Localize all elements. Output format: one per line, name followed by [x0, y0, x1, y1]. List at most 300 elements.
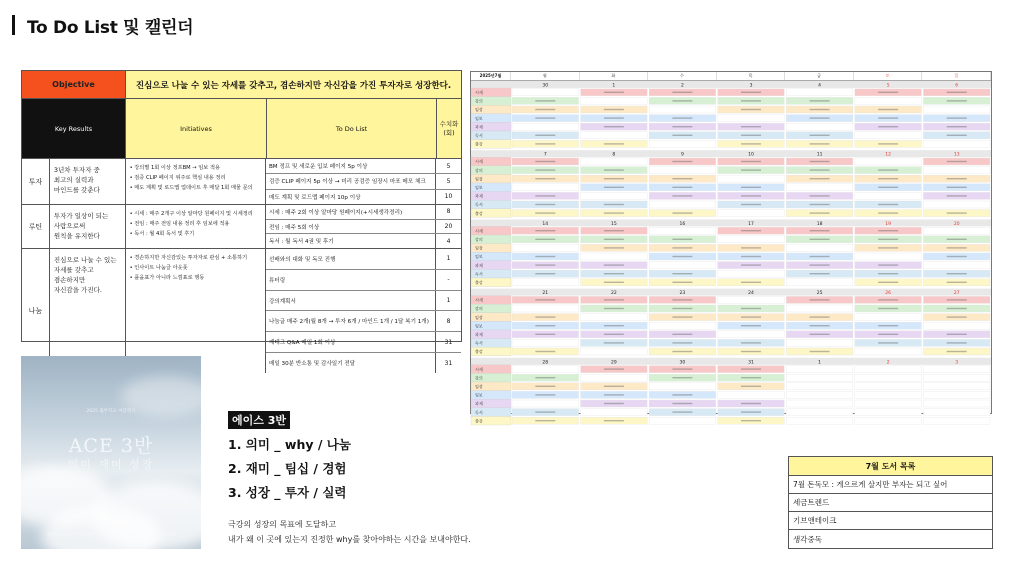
calendar-cell	[718, 115, 785, 122]
todo-count: 5	[446, 177, 451, 185]
book-item: 세금트렌드	[789, 494, 992, 512]
calendar-cell	[512, 279, 579, 286]
okr-section	[22, 205, 461, 249]
calendar-cell-entry	[741, 187, 761, 188]
calendar-cell-entry	[741, 204, 761, 205]
calendar-cell	[786, 400, 853, 407]
calendar-cell-entry	[672, 239, 692, 240]
todo-row	[266, 270, 461, 291]
calendar-cell	[581, 132, 648, 139]
objective-text: 진심으로 나눌 수 있는 자세를 갖추고, 겸손하지만 자신감을 가진 투자자로 성장한다.	[126, 71, 461, 98]
calendar-cell-entry	[741, 420, 761, 421]
calendar-row-label: 출강	[475, 141, 483, 147]
cover-subtitle: 의미 재미 성장	[67, 458, 155, 471]
ace-desc-line: 극강의 성장의 목표에 도달하고	[228, 520, 337, 529]
calendar-cell-entry	[535, 117, 555, 118]
calendar-cell-entry	[947, 308, 967, 309]
calendar-cell-entry	[604, 143, 624, 144]
calendar-cell	[855, 314, 922, 321]
calendar-cell-entry	[947, 126, 967, 127]
todo-count: 1	[446, 297, 451, 305]
calendar-cell-entry	[810, 178, 830, 179]
initiative-item: • 인사이트 나눔글 아웃풋	[129, 264, 188, 271]
calendar-body	[471, 81, 991, 424]
book-list-header: 7월 도서 목록	[789, 457, 992, 476]
calendar-cell-entry	[604, 325, 624, 326]
calendar-cell-entry	[535, 109, 555, 110]
calendar-cell-entry	[741, 195, 761, 196]
calendar-cell-entry	[604, 342, 624, 343]
todo-row	[266, 291, 461, 312]
calendar-row-label: 임장	[475, 176, 483, 182]
calendar-cell-entry	[604, 169, 624, 170]
book-item: 기브앤테이크	[789, 512, 992, 530]
calendar-cell	[649, 322, 716, 329]
calendar-date: 27	[953, 291, 960, 297]
calendar-date-row	[471, 219, 991, 226]
calendar-cell-entry	[535, 135, 555, 136]
todo-header: To Do List	[267, 99, 437, 158]
calendar-cell	[855, 374, 922, 381]
calendar-cell	[581, 314, 648, 321]
calendar-cell	[855, 192, 922, 199]
calendar-cell-entry	[535, 204, 555, 205]
calendar-cell	[512, 184, 579, 191]
calendar-cell-entry	[535, 230, 555, 231]
todo-text: 선배와의 대화 및 독모 진행	[266, 249, 436, 269]
calendar-cell	[923, 140, 990, 147]
calendar-cell	[855, 409, 922, 416]
calendar-cell-entry	[947, 187, 967, 188]
calendar-cell-entry	[535, 273, 555, 274]
calendar-cell	[512, 366, 579, 373]
calendar-cell	[649, 201, 716, 208]
calendar-cell-entry	[604, 187, 624, 188]
calendar-cell-entry	[535, 411, 555, 412]
calendar-cell	[786, 339, 853, 346]
calendar-cell-entry	[810, 212, 830, 213]
calendar-row-label: 시세	[475, 366, 483, 372]
calendar-cell-entry	[878, 325, 898, 326]
calendar-cell	[923, 383, 990, 390]
calendar-cell-entry	[947, 256, 967, 257]
calendar-cell	[855, 383, 922, 390]
calendar-cell-entry	[947, 334, 967, 335]
calendar-cell-entry	[810, 195, 830, 196]
calendar-cell-entry	[878, 230, 898, 231]
calendar-cell	[923, 227, 990, 234]
calendar-cell-entry	[741, 169, 761, 170]
calendar-cell	[718, 331, 785, 338]
calendar-cell	[581, 192, 648, 199]
calendar-cell-entry	[535, 386, 555, 387]
calendar-date: 10	[748, 152, 754, 158]
todo-text: 나눔글 매주 2개(월 8개 → 투자 6개 / 마인드 1개 / 1달 복기 1개)	[266, 311, 436, 331]
calendar-cell-entry	[878, 239, 898, 240]
calendar-row-label: 독서	[475, 409, 483, 415]
calendar-cell-entry	[947, 117, 967, 118]
calendar-month: 2025년7월	[471, 72, 511, 80]
calendar-cell-entry	[604, 126, 624, 127]
calendar-cell-entry	[741, 342, 761, 343]
calendar-cell-entry	[535, 394, 555, 395]
calendar-date: 12	[885, 152, 892, 158]
calendar-cell-entry	[810, 169, 830, 170]
calendar-date: 28	[542, 360, 549, 366]
todo-text: 전임 : 매주 5회 이상	[266, 220, 436, 234]
calendar-date: 14	[542, 221, 549, 227]
calendar-cell	[581, 374, 648, 381]
calendar-row-label: 출강	[475, 418, 483, 424]
calendar-cell-entry	[604, 299, 624, 300]
ace-badge: 에이스 3반	[228, 411, 290, 429]
calendar-cell-entry	[604, 308, 624, 309]
todo-count: 20	[444, 223, 453, 230]
okr-table	[21, 70, 462, 368]
calendar-date: 17	[748, 221, 754, 227]
title-bar	[12, 15, 15, 35]
calendar-date: 23	[679, 291, 686, 297]
calendar-cell-entry	[604, 212, 624, 213]
calendar-cell-entry	[810, 351, 830, 352]
todo-list	[266, 159, 461, 204]
calendar-cell	[855, 366, 922, 373]
todo-count: 4	[446, 237, 451, 245]
calendar-cell	[786, 89, 853, 96]
todo-text: BM 정프 및 새로운 입보 페이지 5p 이상	[266, 159, 436, 173]
initiative-item: • 검증 CLIP 페이지 위주로 핵심 내용 정리	[129, 174, 226, 181]
calendar-date-row	[471, 81, 991, 88]
calendar-cell-entry	[604, 386, 624, 387]
calendar-cell	[581, 253, 648, 260]
calendar-row-label: 시세	[475, 90, 483, 95]
calendar-cell-entry	[947, 161, 967, 162]
okr-sections	[22, 159, 461, 373]
calendar-cell-entry	[878, 247, 898, 248]
todo-row	[266, 249, 461, 270]
calendar-cell	[649, 140, 716, 147]
todo-row	[266, 174, 461, 189]
calendar-cell-entry	[672, 351, 692, 352]
calendar-day-header: 월	[511, 72, 580, 80]
calendar-cell-entry	[878, 143, 898, 144]
calendar-date-row	[471, 358, 991, 365]
calendar-cell-entry	[878, 212, 898, 213]
calendar-cell	[855, 417, 922, 424]
calendar-cell-entry	[878, 204, 898, 205]
calendar-cell-entry	[535, 212, 555, 213]
calendar-day-header: 목	[717, 72, 786, 80]
okr-area: 투자	[22, 159, 50, 204]
calendar-cell-entry	[672, 92, 692, 93]
calendar-cell-entry	[535, 195, 555, 196]
calendar-row-label: 과제	[475, 262, 483, 268]
calendar-cell-entry	[810, 334, 830, 335]
calendar-cell-entry	[878, 169, 898, 170]
calendar-cell-entry	[741, 247, 761, 248]
key-result: 진심으로 나눌 수 있는 자세를 갖추고 겸손하지만 자신감을 가진다.	[50, 249, 126, 373]
calendar-cell	[581, 409, 648, 416]
book-item: 7월 돈독모 : 게으르게 살지만 부자는 되고 싶어	[789, 476, 992, 494]
calendar-row-label: 임보	[475, 115, 483, 121]
calendar-cell-entry	[535, 351, 555, 352]
calendar-row-label: 출강	[475, 349, 483, 355]
calendar-cell-entry	[741, 230, 761, 231]
cover-small-text: 2025 월부학교 여름학기	[86, 409, 136, 414]
calendar-cell-entry	[604, 420, 624, 421]
calendar-row-label: 과제	[475, 401, 483, 407]
calendar-cell	[581, 348, 648, 355]
calendar-cell-entry	[741, 135, 761, 136]
calendar-cell-entry	[672, 411, 692, 412]
todo-text: 매도 계획 및 로드맵 페이지 10p 이상	[266, 190, 436, 204]
calendar-cell-entry	[947, 239, 967, 240]
todo-text: 재테크 Q&A 매일 1회 이상	[266, 332, 436, 352]
todo-count: 10	[444, 193, 453, 201]
calendar-row-label: 독서	[475, 340, 483, 346]
todo-text: 매일 30분 반소통 및 감사일기 전달	[266, 353, 436, 373]
calendar-cell-entry	[672, 316, 692, 317]
calendar-cell	[855, 253, 922, 260]
initiatives	[126, 159, 266, 204]
calendar-cell-entry	[741, 100, 761, 101]
initiative-item: • 강의별 1회 이상 정프BM → 임보 적용	[129, 165, 220, 171]
key-results-header: Key Results	[22, 99, 126, 158]
todo-text: 튜터링	[266, 270, 436, 290]
calendar-cell	[581, 158, 648, 165]
count-header: 수치화 (회)	[437, 99, 461, 158]
calendar-cell-entry	[741, 282, 761, 283]
calendar-cell-entry	[672, 100, 692, 101]
calendar-cell-entry	[672, 212, 692, 213]
calendar-date: 16	[679, 221, 686, 227]
calendar-cell	[786, 409, 853, 416]
july-book-list	[788, 456, 993, 549]
calendar-cell-entry	[947, 316, 967, 317]
todo-count: 5	[446, 162, 451, 170]
calendar-cell	[923, 391, 990, 398]
calendar-cell-entry	[947, 247, 967, 248]
todo-list	[266, 205, 461, 248]
initiative-item: • 시세 : 매주 2개구 이상 알마당 원페이지 및 시세정리	[129, 211, 253, 217]
calendar-day-header: 화	[580, 72, 649, 80]
initiative-item: • 플을표가 아니라 느낌표로 행동	[129, 274, 205, 281]
calendar-row-label: 임장	[475, 384, 483, 389]
calendar-date: 24	[748, 291, 754, 297]
calendar-cell-entry	[878, 109, 898, 110]
calendar-cell	[512, 305, 579, 312]
calendar-cell-entry	[535, 264, 555, 265]
calendar-row-label: 임장	[475, 314, 483, 320]
okr-section	[22, 159, 461, 205]
calendar-cell-entry	[741, 411, 761, 412]
calendar-row-label: 출강	[475, 210, 483, 216]
calendar-cell-entry	[672, 299, 692, 300]
calendar-cell-entry	[947, 92, 967, 93]
calendar-cell-entry	[810, 230, 830, 231]
calendar-cell	[786, 279, 853, 286]
calendar-cell	[786, 184, 853, 191]
calendar-cell-entry	[535, 316, 555, 317]
calendar-cell-entry	[878, 92, 898, 93]
calendar-cell-entry	[741, 126, 761, 127]
calendar-cell	[923, 167, 990, 174]
calendar-cell-entry	[878, 334, 898, 335]
calendar-row-label: 시세	[475, 228, 483, 234]
calendar-cell-entry	[741, 109, 761, 110]
calendar-row-label: 강의	[475, 98, 483, 104]
calendar-cell	[718, 270, 785, 277]
calendar-date: 22	[610, 291, 617, 297]
calendar-cell-entry	[535, 239, 555, 240]
calendar-cell	[855, 348, 922, 355]
calendar-cell	[923, 322, 990, 329]
calendar-cell-entry	[947, 100, 967, 101]
calendar-cell-entry	[672, 308, 692, 309]
calendar-cell	[786, 123, 853, 130]
calendar-date: 25	[816, 291, 823, 297]
calendar-cell	[923, 417, 990, 424]
calendar-cell	[718, 210, 785, 217]
calendar-cell-entry	[604, 204, 624, 205]
calendar-cell	[718, 236, 785, 243]
calendar-cell-entry	[672, 135, 692, 136]
calendar-cell	[649, 417, 716, 424]
calendar-cell-entry	[810, 204, 830, 205]
calendar-row-label: 임장	[475, 245, 483, 251]
todo-text: 시세 : 매주 2회 이상 알마당 원페이지(+시세생각정리)	[266, 205, 436, 219]
calendar-sheet	[470, 71, 992, 424]
calendar-row-label: 임장	[475, 107, 483, 113]
calendar-cell-entry	[535, 334, 555, 335]
calendar-cell-entry	[672, 282, 692, 283]
calendar-cell-entry	[741, 368, 761, 369]
calendar-date: 6	[955, 83, 959, 89]
calendar-cell-entry	[878, 178, 898, 179]
ace-section	[228, 409, 351, 501]
todo-row	[266, 332, 461, 353]
calendar-cell	[855, 400, 922, 407]
calendar-cell-entry	[810, 135, 830, 136]
calendar-cell-entry	[741, 161, 761, 162]
calendar-cell-entry	[535, 178, 555, 179]
calendar-date: 8	[612, 152, 616, 158]
calendar-cell-entry	[535, 161, 555, 162]
calendar-date: 29	[610, 360, 617, 366]
calendar-cell-entry	[810, 117, 830, 118]
calendar-cell	[718, 391, 785, 398]
calendar-cell-entry	[947, 212, 967, 213]
calendar-cell	[786, 305, 853, 312]
calendar-cell-entry	[672, 161, 692, 162]
calendar-cell-entry	[741, 386, 761, 387]
calendar-cell-entry	[535, 169, 555, 170]
calendar-date: 11	[816, 152, 823, 158]
calendar-day-header: 수	[648, 72, 717, 80]
calendar-row-label: 임보	[475, 323, 483, 329]
calendar-cell-entry	[535, 256, 555, 257]
initiatives	[126, 205, 266, 248]
page-title	[12, 14, 193, 36]
initiative-item: • 전임 : 매주 전임 내용 정리 후 임보에 적용	[129, 220, 230, 227]
calendar-cell	[786, 417, 853, 424]
calendar-date: 15	[610, 221, 617, 227]
ace-description	[228, 517, 471, 547]
calendar-cell	[512, 339, 579, 346]
calendar-cell-entry	[878, 308, 898, 309]
calendar-cell-entry	[604, 282, 624, 283]
todo-count: 31	[444, 338, 453, 346]
calendar-cell	[923, 409, 990, 416]
class-cover-image	[21, 356, 201, 549]
todo-row	[266, 220, 461, 235]
calendar-cell-entry	[947, 178, 967, 179]
calendar-date: 1	[818, 360, 822, 366]
calendar-cell-entry	[604, 247, 624, 248]
calendar-row-label: 시세	[475, 297, 483, 303]
calendar-cell	[512, 123, 579, 130]
initiative-item: • 경손하지만 자신감있는 투자자로 관심 + 소통하기	[129, 255, 248, 261]
calendar-row-label: 독서	[475, 271, 483, 277]
calendar-cell-entry	[878, 299, 898, 300]
calendar-cell	[855, 391, 922, 398]
calendar-date: 2	[886, 360, 890, 366]
calendar-cell	[649, 227, 716, 234]
objective-row	[22, 71, 461, 99]
calendar-cell-entry	[741, 325, 761, 326]
ace-item: 3. 성장 _ 투자 / 실력	[228, 485, 347, 500]
calendar-cell-entry	[947, 282, 967, 283]
page-heading: To Do List 및 캘린더	[27, 17, 194, 38]
calendar-cell	[649, 383, 716, 390]
calendar-row-label: 과제	[475, 332, 483, 337]
calendar-cell-entry	[810, 109, 830, 110]
calendar-cell-entry	[947, 299, 967, 300]
todo-text: 독서 : 월 독서 4권 및 후기	[266, 234, 436, 248]
calendar-cell-entry	[535, 420, 555, 421]
calendar-cell-entry	[672, 342, 692, 343]
calendar-date: 26	[885, 291, 892, 297]
ace-list	[228, 435, 351, 501]
okr-area: 나눔	[22, 249, 50, 373]
calendar-cell-entry	[810, 316, 830, 317]
calendar-cell-entry	[604, 403, 624, 404]
calendar-cell	[649, 167, 716, 174]
calendar-day-header: 토	[854, 72, 923, 80]
calendar-cell-entry	[604, 92, 624, 93]
calendar-cell-entry	[810, 256, 830, 257]
calendar-row-label: 임보	[475, 392, 483, 398]
calendar-cell-entry	[947, 351, 967, 352]
calendar-cell-entry	[672, 247, 692, 248]
calendar-cell-entry	[672, 117, 692, 118]
calendar-cell	[786, 244, 853, 251]
calendar-cell-entry	[535, 325, 555, 326]
calendar-cell	[923, 201, 990, 208]
ace-item: 2. 재미 _ 팀십 / 경험	[228, 461, 347, 476]
calendar-cell-entry	[741, 256, 761, 257]
calendar-cell-entry	[810, 161, 830, 162]
calendar-cell-entry	[535, 143, 555, 144]
calendar-cell-entry	[672, 403, 692, 404]
calendar-row-label: 과제	[475, 124, 483, 130]
calendar-date-row	[471, 289, 991, 296]
calendar-date: 7	[543, 152, 547, 158]
calendar-cell-entry	[878, 342, 898, 343]
calendar-cell-entry	[741, 316, 761, 317]
calendar-cell-entry	[741, 92, 761, 93]
okr-area: 루틴	[22, 205, 50, 248]
